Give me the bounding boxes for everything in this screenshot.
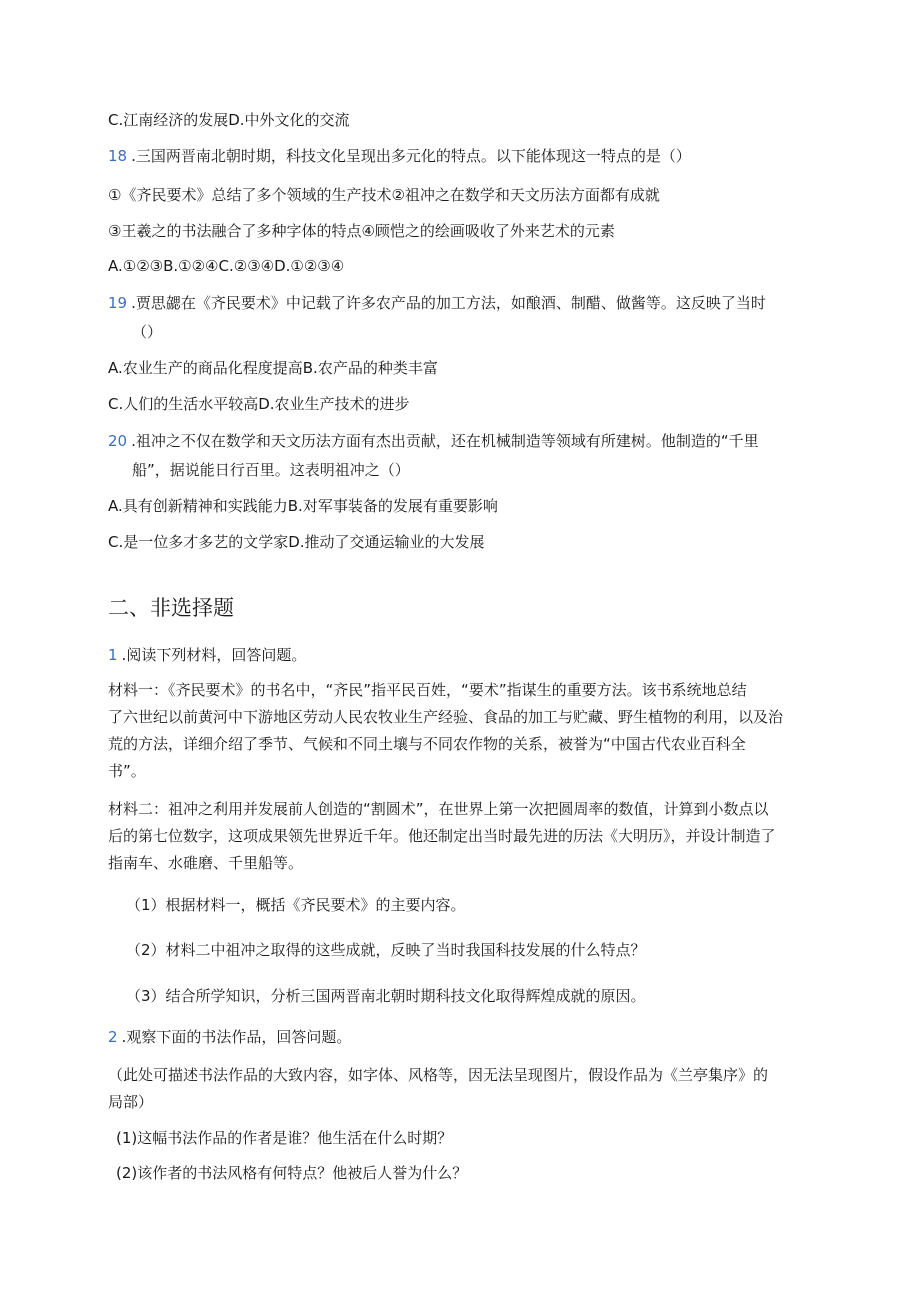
section-title: 二、非选择题 [108, 596, 234, 620]
p1-sub-question-2: （2）材料二中祖冲之取得的这些成就，反映了当时我国科技发展的什么特点？ [126, 941, 646, 959]
q19-stem-cont: （） [132, 323, 163, 341]
q19-number: 19 [108, 294, 128, 312]
p1-material1-line-3: 荒的方法，详细介绍了季节、气候和不同土壤与不同农作物的关系，被誉为“中国古代农业百科全 [108, 735, 746, 753]
p1-stem [108, 645, 306, 665]
p1-stem-text: .阅读下列材料，回答问题。 [121, 646, 307, 664]
p1-material2-line-2: 后的第七位数字，这项成果领先世界近千年。他还制定出当时最先进的历法《大明历》，并设计制造了 [108, 827, 776, 845]
p1-material2-line-3: 指南车、水碓磨、千里船等。 [108, 854, 304, 872]
q18-stem-text: .三国两晋南北朝时期，科技文化呈现出多元化的特点。以下能体现这一特点的是（） [131, 147, 691, 165]
q20-stem-cont: 船”，据说能日行百里。这表明祖冲之（） [132, 461, 410, 479]
p1-material2-line-1: 材料二：祖冲之利用并发展前人创造的“割圆术”，在世界上第一次把圆周率的数值，计算到小数点以 [108, 800, 769, 818]
p1-sub-question-3: （3）结合所学知识，分析三国两晋南北朝时期科技文化取得辉煌成就的原因。 [126, 987, 646, 1005]
q19-options-ab: A.农业生产的商品化程度提高B.农产品的种类丰富 [108, 359, 438, 377]
p2-sub-question-2: (2)该作者的书法风格有何特点？他被后人誉为什么？ [116, 1164, 468, 1182]
p1-material1-line-2: 了六世纪以前黄河中下游地区劳动人民农牧业生产经验、食品的加工与贮藏、野生植物的利用，以及治 [108, 708, 784, 726]
p2-description-line-2: 局部） [108, 1093, 154, 1111]
p2-description-line-1: （此处可描述书法作品的大致内容，如字体、风格等，因无法呈现图片，假设作品为《兰亭集序》的 [108, 1066, 769, 1084]
q18-item-line-2: ③王羲之的书法融合了多种字体的特点④顾恺之的绘画吸收了外来艺术的元素 [108, 222, 615, 240]
q20-number: 20 [108, 432, 128, 450]
q18-options: A.①②③B.①②④C.②③④D.①②③④ [108, 257, 345, 275]
q18-item-line-1: ①《齐民要术》总结了多个领域的生产技术②祖冲之在数学和天文历法方面都有成就 [108, 186, 660, 204]
p2-sub-question-1: (1)这幅书法作品的作者是谁？他生活在什么时期？ [116, 1129, 453, 1147]
p1-number: 1 [108, 646, 118, 664]
q20-options-cd: C.是一位多才多艺的文学家D.推动了交通运输业的大发展 [108, 533, 485, 551]
p2-stem [108, 1027, 351, 1047]
q19-stem-text: .贾思勰在《齐民要术》中记载了许多农产品的加工方法，如酿酒、制醋、做酱等。这反映了当时 [131, 294, 766, 312]
p1-sub-question-1: （1）根据材料一，概括《齐民要术》的主要内容。 [126, 896, 466, 914]
q17-options-cd: C.江南经济的发展D.中外文化的交流 [108, 111, 350, 129]
q19-options-cd: C.人们的生活水平较高D.农业生产技术的进步 [108, 395, 410, 413]
q20-options-ab: A.具有创新精神和实践能力B.对军事装备的发展有重要影响 [108, 497, 498, 515]
q20-stem-text: .祖冲之不仅在数学和天文历法方面有杰出贡献，还在机械制造等领域有所建树。他制造的“千里 [131, 432, 759, 450]
p1-material1-line-4: 书”。 [108, 762, 146, 780]
q19-stem [108, 293, 766, 313]
q20-stem [108, 431, 759, 451]
p2-number: 2 [108, 1028, 118, 1046]
p1-material1-line-1: 材料一：《齐民要术》的书名中，“齐民”指平民百姓，“要术”指谋生的重要方法。该书系统地总结 [108, 681, 747, 699]
q18-stem [108, 146, 691, 166]
q18-number: 18 [108, 147, 128, 165]
p2-stem-text: .观察下面的书法作品，回答问题。 [121, 1028, 352, 1046]
